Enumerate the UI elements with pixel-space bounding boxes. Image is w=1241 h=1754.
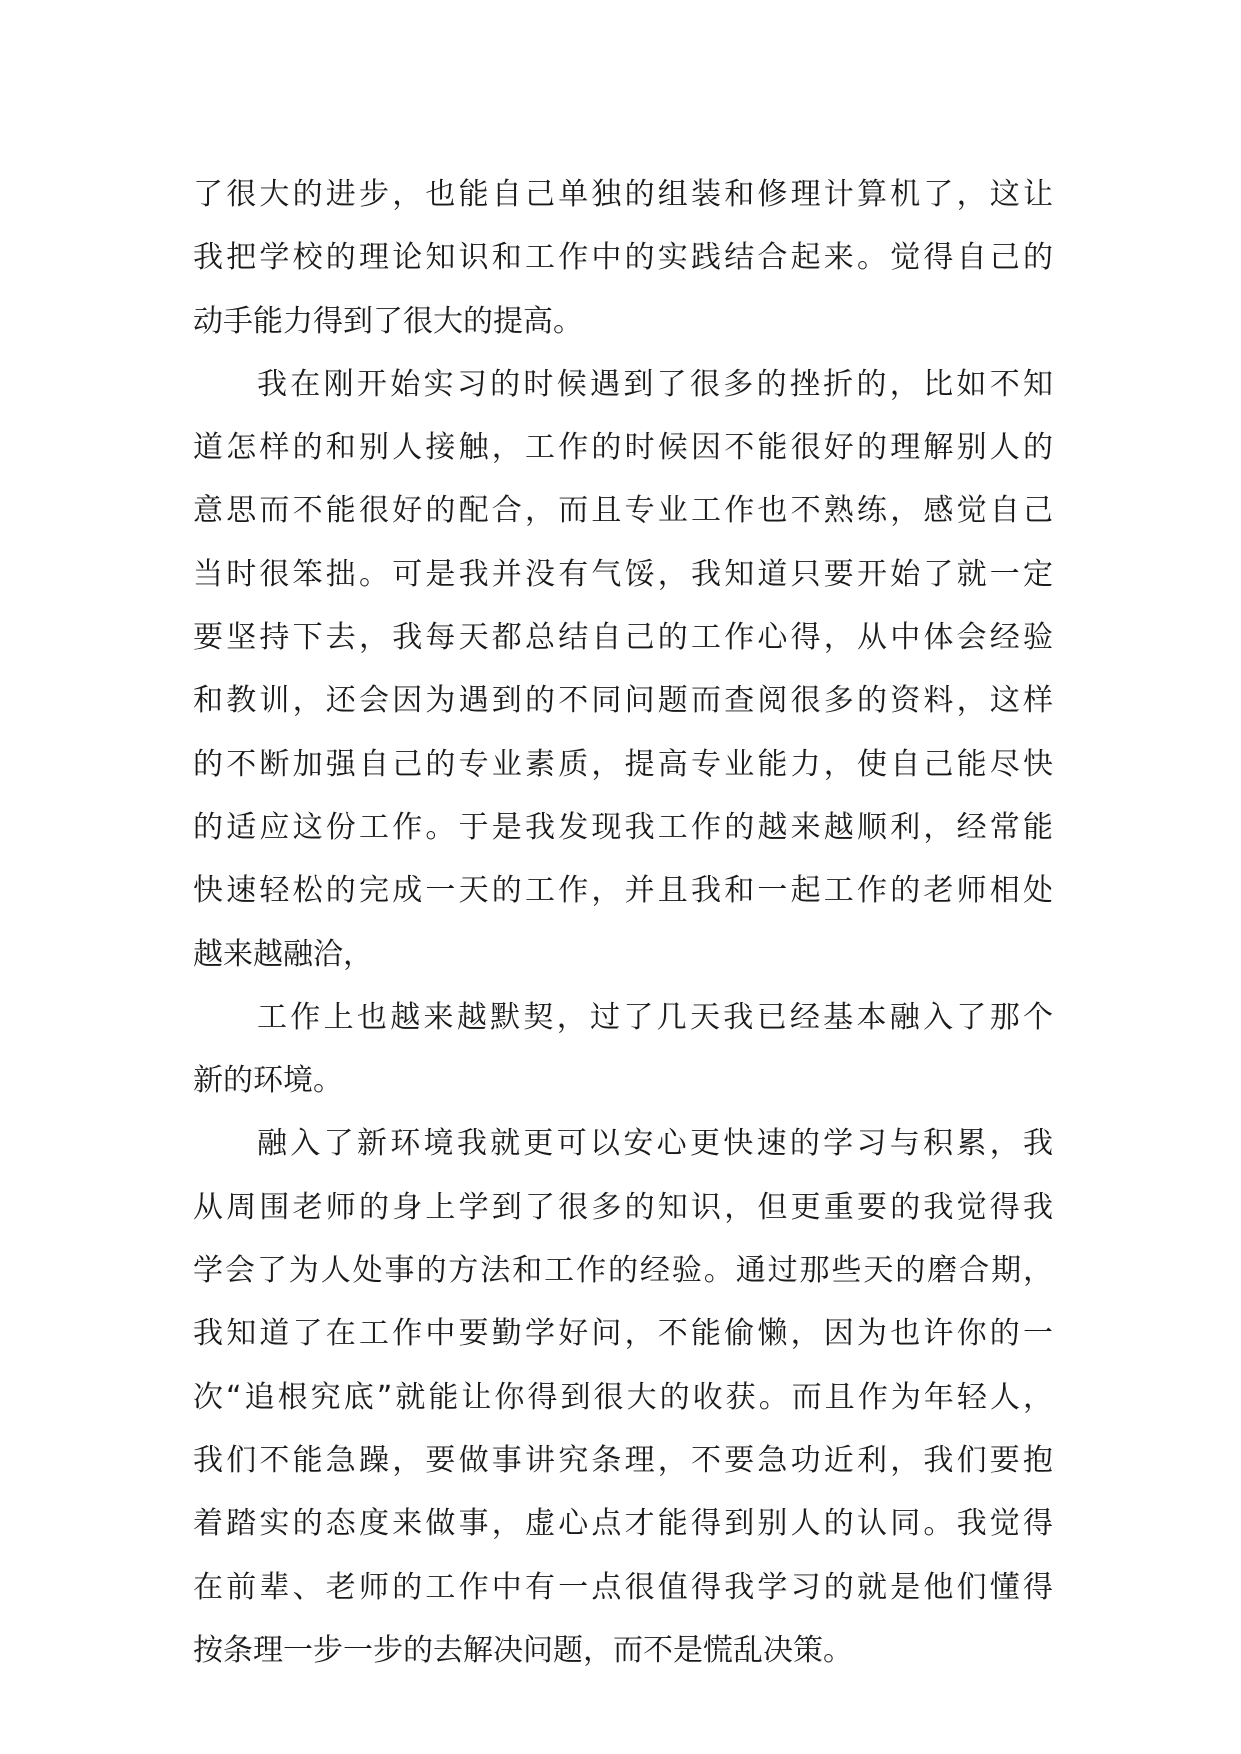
text-line: 了很大的进步，也能自己单独的组装和修理计算机了，这让 [193, 177, 1053, 212]
text-line: 工作上也越来越默契，过了几天我已经基本融入了那个 [257, 999, 1053, 1035]
text-line: 按条理一步一步的去解决问题，而不是慌乱决策。 [193, 1632, 853, 1668]
text-line: 道怎样的和别人接触，工作的时候因不能很好的理解别人的 [193, 430, 1053, 466]
paragraph [193, 163, 1053, 353]
text-line: 从周围老师的身上学到了很多的知识，但更重要的我觉得我 [193, 1189, 1053, 1225]
text-line: 我们不能急躁，要做事讲究条理，不要急功近利，我们要抱 [193, 1442, 1053, 1478]
text-line: 融入了新环境我就更可以安心更快速的学习与积累，我 [257, 1126, 1053, 1162]
text-line: 当时很笨拙。可是我并没有气馁，我知道只要开始了就一定 [193, 556, 1053, 592]
text-line: 和教训，还会因为遇到的不同问题而查阅很多的资料，这样 [193, 683, 1053, 719]
text-line: 动手能力得到了很大的提高。 [193, 303, 583, 339]
text-line: 的适应这份工作。于是我发现我工作的越来越顺利，经常能 [193, 809, 1053, 845]
text-line: 意思而不能很好的配合，而且专业工作也不熟练，感觉自己 [193, 493, 1053, 529]
text-line: 的不断加强自己的专业素质，提高专业能力，使自己能尽快 [193, 746, 1053, 782]
paragraph [193, 353, 1053, 986]
text-line: 要坚持下去，我每天都总结自己的工作心得，从中体会经验 [193, 620, 1053, 656]
text-line: 越来越融洽， [193, 936, 373, 972]
paragraph [193, 986, 1053, 1113]
document-body [193, 163, 1053, 1682]
text-line: 次“追根究底”就能让你得到很大的收获。而且作为年轻人， [193, 1379, 1053, 1415]
text-line: 学会了为人处事的方法和工作的经验。通过那些天的磨合期， [193, 1253, 1053, 1289]
text-line: 我把学校的理论知识和工作中的实践结合起来。觉得自己的 [193, 240, 1053, 276]
text-line: 新的环境。 [193, 1063, 343, 1099]
text-line: 在前辈、老师的工作中有一点很值得我学习的就是他们懂得 [193, 1569, 1053, 1605]
text-line: 我知道了在工作中要勤学好问，不能偷懒，因为也许你的一 [193, 1316, 1053, 1352]
text-line: 着踏实的态度来做事，虚心点才能得到别人的认同。我觉得 [193, 1506, 1053, 1542]
paragraph [193, 1112, 1053, 1682]
text-line: 快速轻松的完成一天的工作，并且我和一起工作的老师相处 [193, 873, 1053, 909]
text-line: 我在刚开始实习的时候遇到了很多的挫折的，比如不知 [257, 366, 1053, 402]
